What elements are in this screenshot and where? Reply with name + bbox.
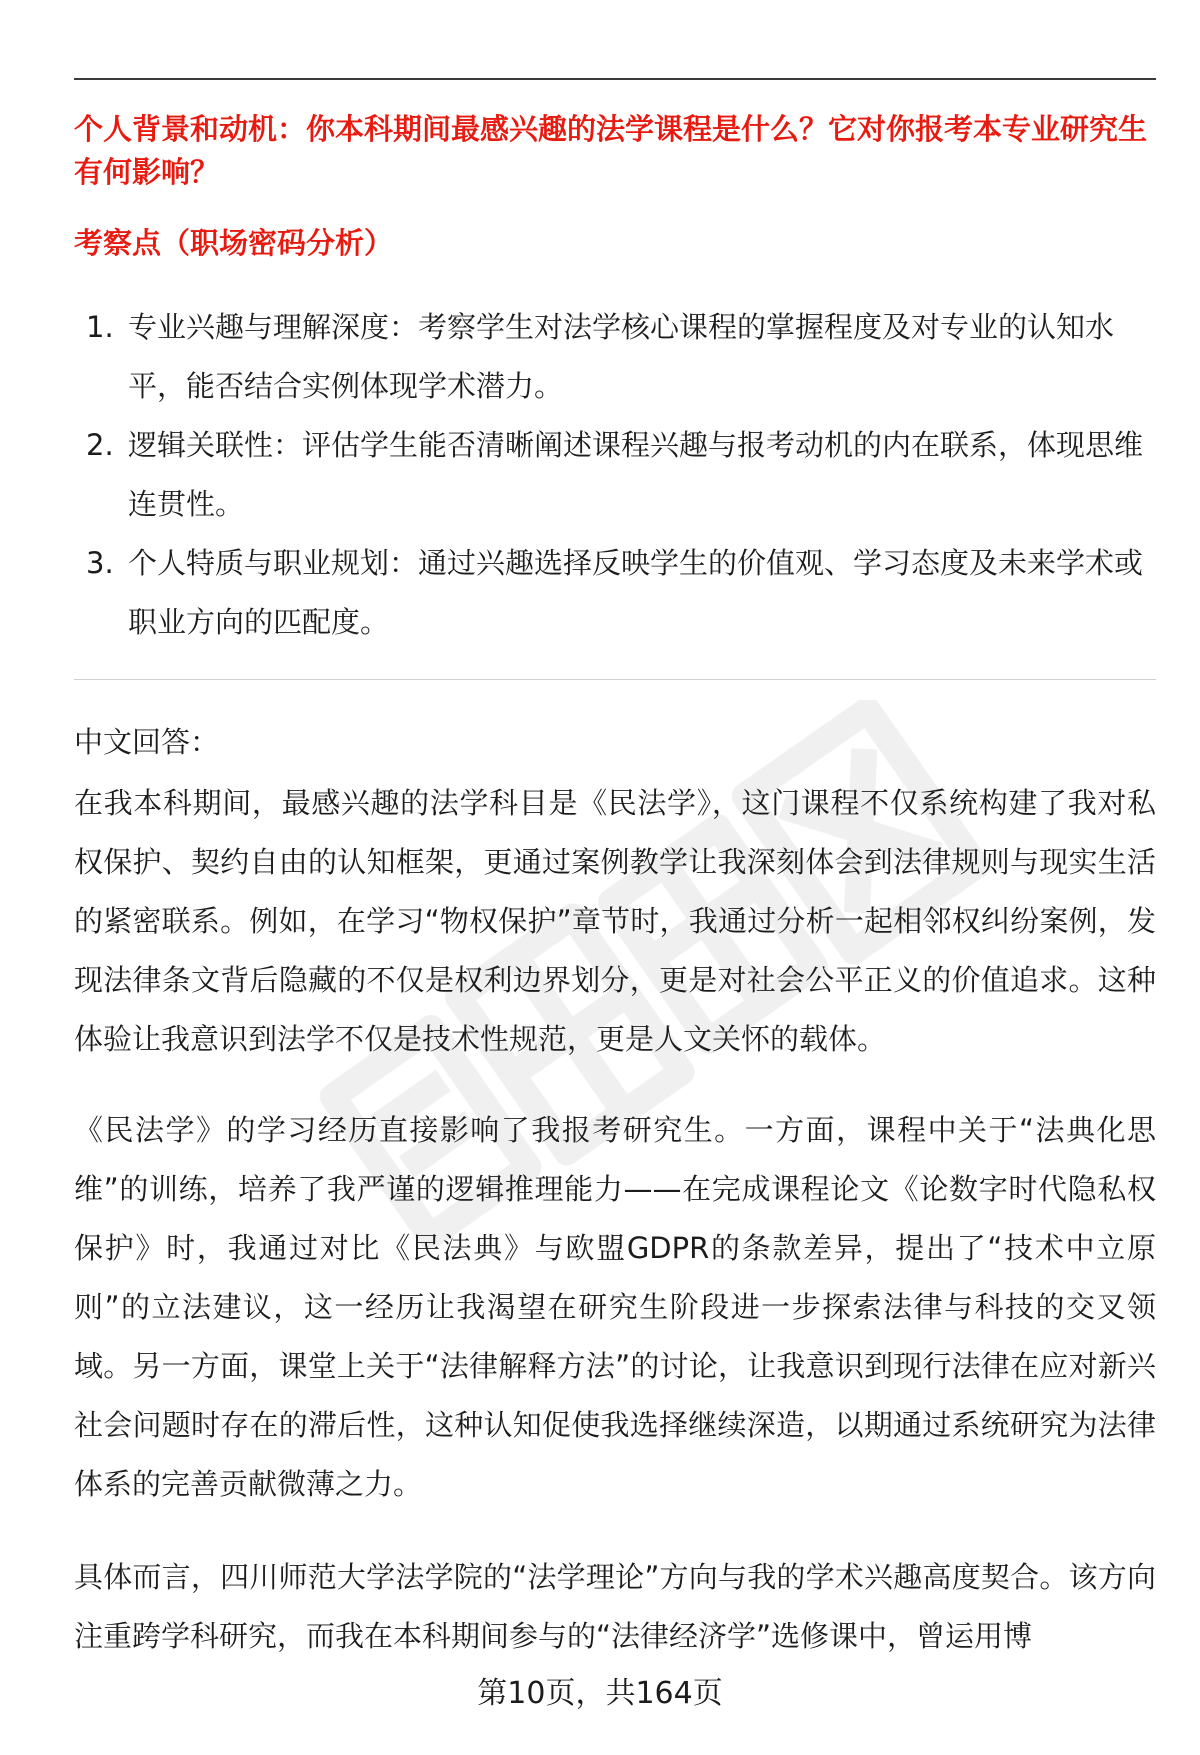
list-item [74, 534, 1156, 652]
answer-label: 中文回答： [74, 725, 220, 759]
list-item-text: 逻辑关联性：评估学生能否清晰阐述课程兴趣与报考动机的内在联系，体现思维连贯性。 [128, 428, 1144, 521]
list-item-text: 专业兴趣与理解深度：考察学生对法学核心课程的掌握程度及对专业的认知水平，能否结合实例体现学术潜力。 [128, 310, 1115, 403]
list-item-number: 3. [86, 546, 114, 580]
list-item-number: 2. [86, 428, 114, 462]
list-item-number: 1. [86, 310, 114, 344]
list-item [74, 298, 1156, 416]
list-item [74, 416, 1156, 534]
list-item-text: 个人特质与职业规划：通过兴趣选择反映学生的价值观、学习态度及未来学术或职业方向的匹配度。 [128, 546, 1144, 639]
question-title: 个人背景和动机：你本科期间最感兴趣的法学课程是什么？它对你报考本专业研究生有何影响？ [74, 112, 1148, 189]
answer-paragraph: 具体而言，四川师范大学法学院的“法学理论”方向与我的学术兴趣高度契合。该方向注重跨学科研究，而我在本科期间参与的“法律经济学”选修课中，曾运用博 [74, 1560, 1156, 1653]
answer-paragraph: 《民法学》的学习经历直接影响了我报考研究生。一方面，课程中关于“法典化思维”的训练，培养了我严谨的逻辑推理能力——在完成课程论文《论数字时代隐私权保护》时，我通过对比《民法典》与欧盟GDPR的条款差异，提出了“技术中立原则”的立法建议，这一经历让我渴望在研究生阶段进一步探索法律与科技的交叉领域。另一方面，课堂上关于“法律解释方法”的讨论，让我意识到现行法律在应对新兴社会问题时存在的滞后性，这种认知促使我选择继续深造，以期通过系统研究为法律体系的完善贡献微薄之力。 [74, 1113, 1156, 1501]
assessment-points-list [74, 298, 1156, 652]
page-number-footer: 第10页，共164页 [477, 1676, 723, 1711]
section-divider [74, 679, 1156, 680]
answer-paragraph: 在我本科期间，最感兴趣的法学科目是《民法学》，这门课程不仅系统构建了我对私权保护、契约自由的认知框架，更通过案例教学让我深刻体会到法律规则与现实生活的紧密联系。例如，在学习“物权保护”章节时，我通过分析一起相邻权纠纷案例，发现法律条文背后隐藏的不仅是权利边界划分，更是对社会公平正义的价值追求。这种体验让我意识到法学不仅是技术性规范，更是人文关怀的载体。 [74, 786, 1156, 1056]
top-rule [74, 78, 1156, 80]
section-heading: 考察点（职场密码分析） [74, 226, 394, 260]
